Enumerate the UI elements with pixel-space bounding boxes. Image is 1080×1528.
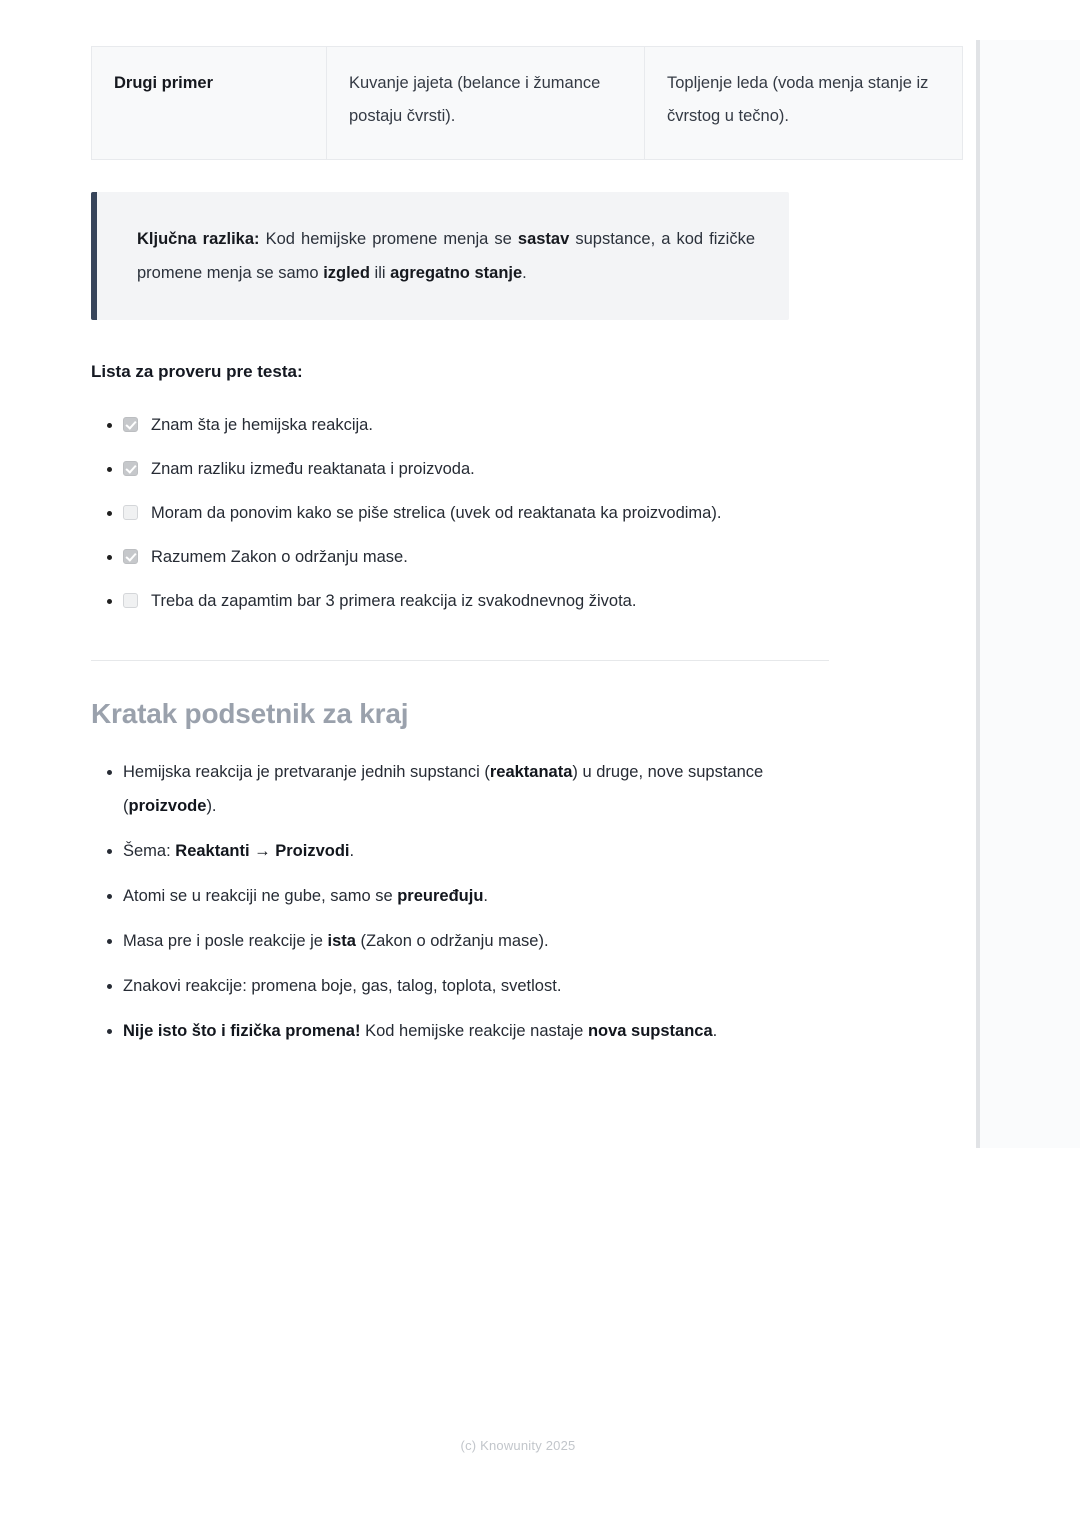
recap-emphasis: Nije isto što i fizička promena! (123, 1022, 361, 1040)
checklist-item-label: Znam šta je hemijska reakcija. (151, 416, 373, 434)
checklist-item[interactable] (123, 582, 829, 620)
recap-text: Šema: (123, 842, 176, 860)
recap-list-item (123, 834, 829, 868)
copyright-text: (c) Knowunity 2025 (460, 1438, 576, 1453)
recap-list-item (123, 1014, 829, 1048)
recap-text: Masa pre i posle reakcije je (123, 932, 328, 950)
table-body (92, 47, 963, 160)
checkbox-checked-icon[interactable] (123, 461, 138, 476)
callout-strong-agregatno-stanje: agregatno stanje (390, 264, 523, 282)
comparison-table (91, 46, 963, 160)
checkbox-unchecked-icon[interactable] (123, 593, 138, 608)
checkbox-checked-icon[interactable] (123, 549, 138, 564)
recap-emphasis: preuređuju (397, 887, 484, 905)
recap-text: ) u druge, nove supstance ( (123, 763, 764, 815)
key-difference-callout (91, 192, 789, 320)
recap-list-item (123, 969, 829, 1003)
recap-list-item (123, 879, 829, 913)
recap-emphasis: proizvode (128, 797, 207, 815)
recap-text: . (349, 842, 355, 860)
table-cell-chemical-example: Kuvanje jajeta (belance i žumance postaju čvrsti). (327, 47, 645, 160)
recap-text: (Zakon o održanju mase). (355, 932, 549, 950)
recap-emphasis: ista (327, 932, 356, 950)
recap-list-item (123, 755, 829, 823)
recap-emphasis: Reaktanti → Proizvodi (175, 842, 350, 860)
checklist-item[interactable] (123, 538, 829, 576)
callout-strong-izgled: izgled (323, 264, 370, 282)
vertical-scrollbar[interactable] (976, 40, 980, 1148)
table-cell-physical-example: Topljenje leda (voda menja stanje iz čvrstog u tečno). (645, 47, 963, 160)
recap-emphasis: reaktanata (489, 763, 573, 781)
checklist-item[interactable] (123, 450, 829, 488)
right-side-panel (976, 40, 1080, 1148)
recap-text: . (712, 1022, 718, 1040)
pre-test-checklist (91, 406, 829, 620)
checklist-item-label: Moram da ponovim kako se piše strelica (uvek od reaktanata ka proizvodima). (151, 504, 722, 522)
recap-heading: Kratak podsetnik za kraj (91, 698, 409, 729)
checkbox-checked-icon[interactable] (123, 417, 138, 432)
recap-text: Kod hemijske reakcije nastaje (360, 1022, 588, 1040)
callout-text-part4: . (522, 264, 527, 282)
checklist-item-label: Treba da zapamtim bar 3 primera reakcija iz svakodnevnog života. (151, 592, 637, 610)
table-row (92, 47, 963, 160)
page-footer (0, 1438, 976, 1453)
checklist-item-label: Znam razliku između reaktanata i proizvoda. (151, 460, 475, 478)
table-cell-row-label: Drugi primer (92, 47, 327, 160)
checklist-item-label: Razumem Zakon o održanju mase. (151, 548, 408, 566)
checklist-item[interactable] (123, 494, 829, 532)
callout-text-part2: supstance, a kod fizičke promene menja se samo (137, 230, 755, 282)
recap-text: Atomi se u reakciji ne gube, samo se (123, 887, 398, 905)
content-column (91, 0, 929, 1059)
recap-text: ). (206, 797, 217, 815)
checklist-title: Lista za proveru pre testa: (91, 362, 303, 381)
callout-text-part1: Kod hemijske promene menja se (259, 230, 518, 248)
recap-list-item (123, 924, 829, 958)
callout-strong-sastav: sastav (517, 230, 570, 248)
checkbox-unchecked-icon[interactable] (123, 505, 138, 520)
recap-text: Znakovi reakcije: promena boje, gas, talog, toplota, svetlost. (123, 977, 562, 995)
checklist-item[interactable] (123, 406, 829, 444)
recap-emphasis: nova supstanca (587, 1022, 713, 1040)
recap-text: Hemijska reakcija je pretvaranje jednih supstanci ( (123, 763, 490, 781)
recap-text: . (483, 887, 488, 905)
callout-text-part3: ili (369, 264, 391, 282)
recap-list (91, 755, 829, 1048)
callout-lead-label: Ključna razlika: (137, 230, 260, 248)
section-divider (91, 660, 829, 661)
